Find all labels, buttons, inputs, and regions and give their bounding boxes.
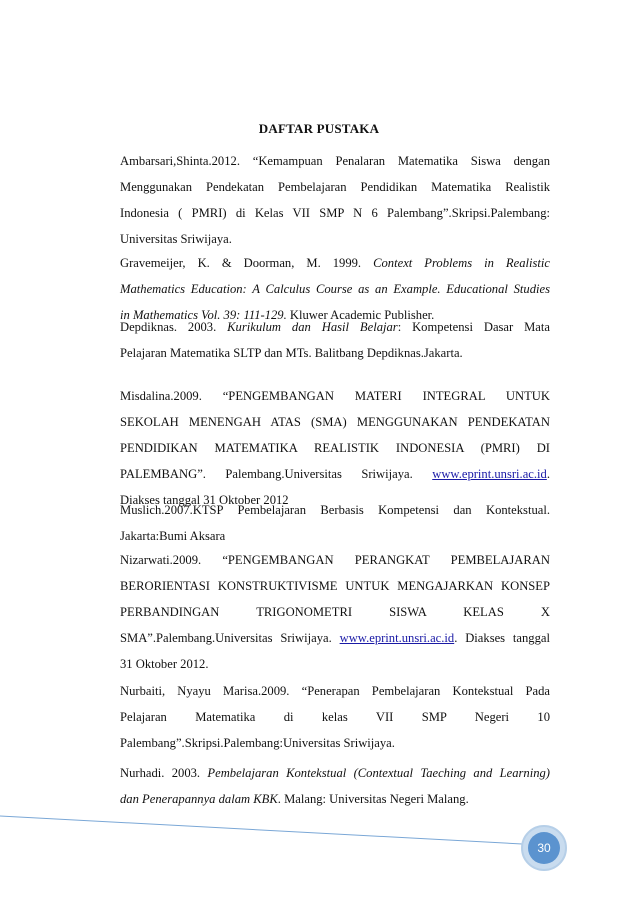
reference-text: SMA”.Palembang.Universitas Sriwijaya. xyxy=(120,631,340,645)
reference-line: Palembang”.Skripsi.Palembang:Universitas Sriwijaya. xyxy=(120,736,395,750)
author-year: Depdiknas. 2003. xyxy=(120,320,228,334)
author-year: Nurhadi. 2003. xyxy=(120,766,208,780)
work-title: in Mathematics Vol. 39: 111-129. xyxy=(120,308,287,322)
reference-line: Pelajaran Matematika di kelas VII SMP Negeri 10 xyxy=(120,710,550,724)
reference-line: Diakses tanggal 31 Oktober 2012 xyxy=(120,493,289,507)
reference-text: . xyxy=(546,467,550,481)
work-title: Kurikulum dan Hasil Belajar xyxy=(227,320,398,334)
reference-line: PERBANDINGAN TRIGONOMETRI SISWA KELAS X xyxy=(120,605,550,619)
reference-line: PENDIDIKAN MATEMATIKA REALISTIK INDONESIA (PMRI) DI xyxy=(120,441,550,455)
eprint-link[interactable]: www.eprint.unsri.ac.id xyxy=(339,631,455,645)
eprint-link[interactable]: www.eprint.unsri.ac.id xyxy=(432,467,547,481)
reference-line: Indonesia ( PMRI) di Kelas VII SMP N 6 Palembang”.Skripsi.Palembang: xyxy=(120,206,550,220)
publisher: Kluwer Academic Publisher. xyxy=(286,308,435,322)
reference-line: Muslich.2007.KTSP Pembelajaran Berbasis Kompetensi dan Kontekstual. xyxy=(120,503,550,517)
author-year: Gravemeijer, K. & Doorman, M. 1999. xyxy=(120,256,374,270)
reference-text: : Kompetensi Dasar Mata xyxy=(397,320,550,334)
work-title: Pembelajaran Kontekstual (Contextual Taeching and Learning) xyxy=(207,766,550,780)
reference-line: Pelajaran Matematika SLTP dan MTs. Balitbang Depdiknas.Jakarta. xyxy=(120,346,463,360)
reference-text: . Diakses tanggal xyxy=(454,631,550,645)
reference-line: Menggunakan Pendekatan Pembelajaran Pendidikan Matematika Realistik xyxy=(120,180,550,194)
reference-line: Ambarsari,Shinta.2012. “Kemampuan Penalaran Matematika Siswa dengan xyxy=(120,154,550,168)
reference-text: PALEMBANG”. Palembang.Universitas Sriwijaya. xyxy=(120,467,433,481)
reference-line: 31 Oktober 2012. xyxy=(120,657,209,671)
work-title: dan Penerapannya dalam KBK xyxy=(120,792,278,806)
reference-line: BERORIENTASI KONSTRUKTIVISME UNTUK MENGAJARKAN KONSEP xyxy=(120,579,550,593)
reference-line: Nizarwati.2009. “PENGEMBANGAN PERANGKAT PEMBELAJARAN xyxy=(120,553,550,567)
work-title: Context Problems in Realistic xyxy=(373,256,550,270)
reference-line: Universitas Sriwijaya. xyxy=(120,232,232,246)
reference-line: Misdalina.2009. “PENGEMBANGAN MATERI INTEGRAL UNTUK xyxy=(120,389,550,403)
reference-line: SEKOLAH MENENGAH ATAS (SMA) MENGGUNAKAN PENDEKATAN xyxy=(120,415,550,429)
work-title: Mathematics Education: A Calculus Course as an Example. Educational Studies xyxy=(120,282,550,296)
reference-line: Nurbaiti, Nyayu Marisa.2009. “Penerapan Pembelajaran Kontekstual Pada xyxy=(120,684,550,698)
page-number: 30 xyxy=(528,832,560,864)
page-title: DAFTAR PUSTAKA xyxy=(258,121,380,136)
page-number-badge xyxy=(521,825,567,871)
reference-text: . Malang: Universitas Negeri Malang. xyxy=(277,792,469,806)
reference-line: Jakarta:Bumi Aksara xyxy=(120,529,226,543)
